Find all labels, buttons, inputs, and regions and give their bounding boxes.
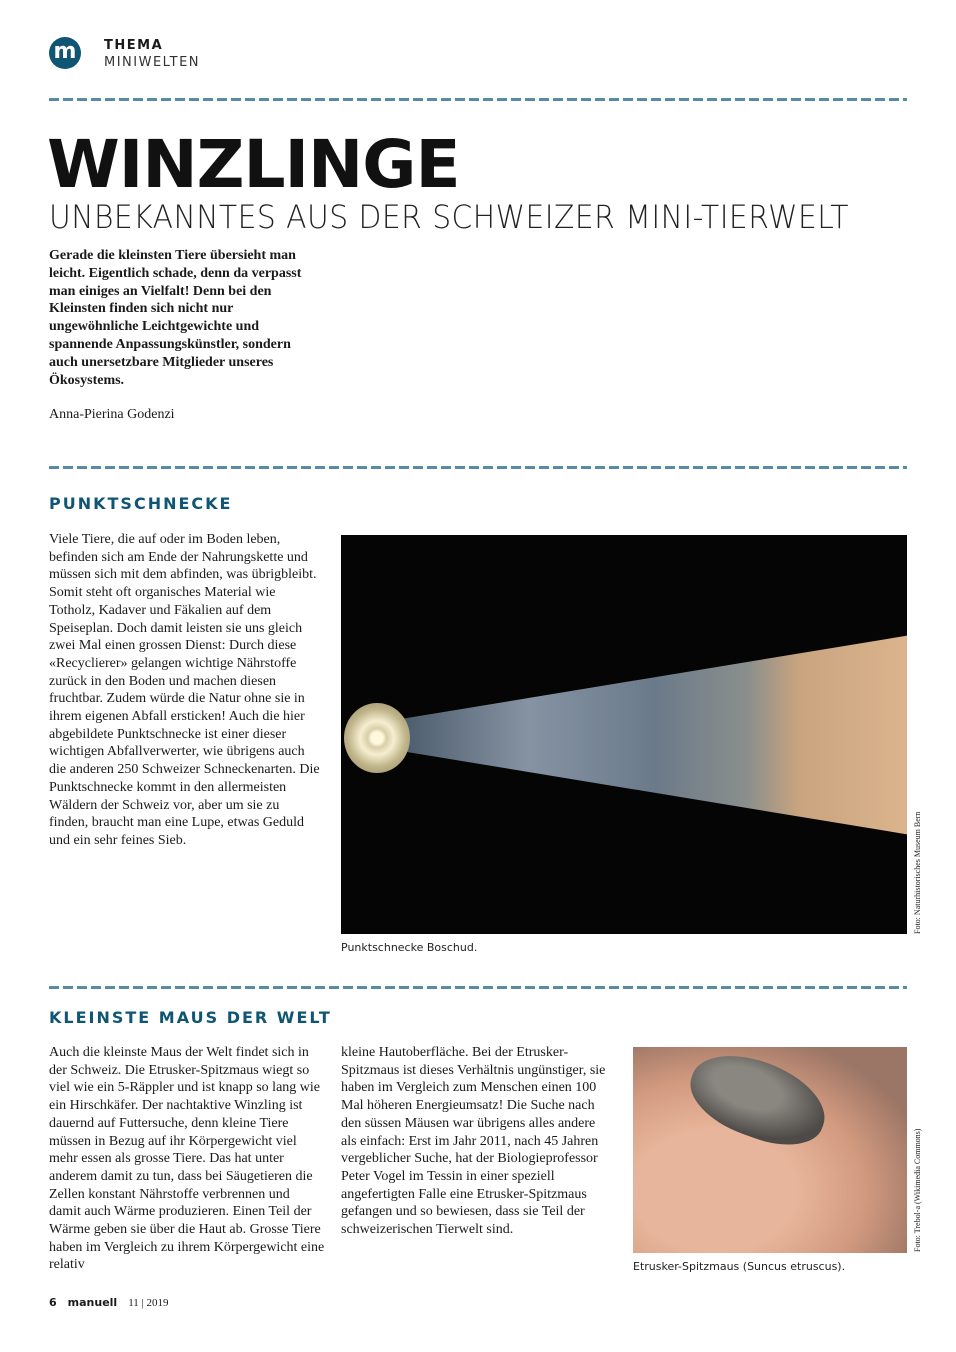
section-heading-maus: KLEINSTE MAUS DER WELT <box>49 1008 332 1027</box>
issue: 11 | 2019 <box>128 1297 169 1309</box>
divider <box>49 98 907 101</box>
photo-credit: Foto: Trebol-a (Wikimedia Commons) <box>913 1128 922 1252</box>
section-heading-punktschnecke: PUNKTSCHNECKE <box>49 494 233 513</box>
photo-credit: Foto: Naturhistorisches Museum Bern <box>913 811 922 934</box>
photo-caption: Etrusker-Spitzmaus (Suncus etruscus). <box>633 1260 846 1273</box>
page-number: 6 <box>49 1296 57 1309</box>
section-label: THEMA <box>104 38 164 53</box>
snail-shell <box>344 703 410 773</box>
section-text: Viele Tiere, die auf oder im Boden leben, befinden sich am Ende der Nahrungskette und müssen sich mit dem abfinden, was übrigbleibt. Somit steht oft organisches Material wie Totholz, Kadaver und Fäkalien auf dem Speiseplan. Doch damit leisten sie uns gleich zwei Mal einen grossen Dienst: Durch diese «Recyclierer» gelangen wichtige Nährstoffe zurück in den Boden und machen diesen fruchtbar. Zudem würde die Natur ohne sie in ihrem eigenen Abfall ersticken! Auch die hier abgebildete Punktschnecke ist einer dieser wichtigen Abfallverwerter, wie übrigens auch die anderen 250 Schweizer Schneckenarten. Die Punktschnecke kommt in den allermeisten Wäldern der Schweiz vor, aber um sie zu finden, braucht man eine Lupe, etwas Geduld und ein sehr feines Sieb. <box>49 532 320 848</box>
magazine-name: manuell <box>67 1296 118 1309</box>
pencil-tip <box>401 635 907 835</box>
author: Anna-Pierina Godenzi <box>49 407 175 422</box>
section-text-col2: kleine Hautoberfläche. Bei der Etrusker-Spitzmaus ist dieses Verhältnis ungünstiger, sie haben im Vergleich zum Menschen einen 100 Mal höheren Energieumsatz! Die Suche nach den süssen Mäusen war übrigens alles andere als einfach: Erst im Jahr 2011, nach 45 Jahren vergeblicher Suche, hat der Biologieprofessor Peter Vogel im Tessin in einer speziell angefertigten Falle eine Etrusker-Spitzmaus gefangen und so bewiesen, dass sie Teil der schweizerischen Tierwelt sind. <box>341 1045 606 1238</box>
article-intro: Gerade die kleinsten Tiere übersieht man leicht. Eigentlich schade, denn da verpasst man einiges an Vielfalt! Denn bei den Kleinsten finden sich nicht nur ungewöhnliche Leichtgewichte und spannende Anpassungskünstler, sondern auch unersetzbare Mitglieder unseres Ökosystems. <box>49 248 302 388</box>
divider <box>49 466 907 469</box>
snail-photo <box>341 535 907 934</box>
shrew <box>679 1047 836 1159</box>
shrew-photo <box>633 1047 907 1253</box>
page-footer <box>49 1296 169 1309</box>
topic-label: MINIWELTEN <box>104 55 201 70</box>
magazine-logo: m <box>49 37 81 69</box>
article-subtitle: UNBEKANNTES AUS DER SCHWEIZER MINI-TIERWELT <box>49 198 849 236</box>
section-text-col1: Auch die kleinste Maus der Welt findet sich in der Schweiz. Die Etrusker-Spitzmaus wiegt so viel wie ein 5-Räppler und ist knapp so lang wie ein Hirschkäfer. Der nachtaktive Winzling ist dauernd auf Futtersuche, denn kleine Tiere müssen in Bezug auf ihr Körpergewicht viel mehr essen als grosse Tiere. Das hat unter anderem damit zu tun, dass bei Säugetieren die Zellen konstant Nährstoffe verbrennen und damit auch Wärme produzieren. Einen Teil der Wärme geben sie über die Haut ab. Grosse Tiere haben im Vergleich zu ihrem Körpergewicht eine relativ <box>49 1045 325 1273</box>
photo-caption: Punktschnecke Boschud. <box>341 941 478 954</box>
divider <box>49 986 907 989</box>
article-title: WINZLINGE <box>47 126 460 203</box>
